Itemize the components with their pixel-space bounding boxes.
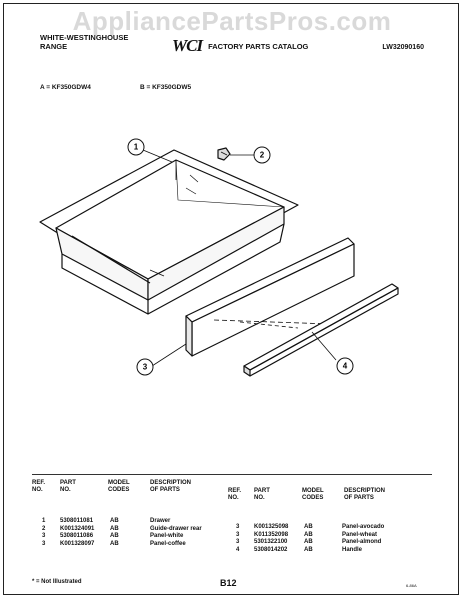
parts-table-right bbox=[228, 488, 448, 568]
part-cell: K001325098 bbox=[254, 524, 289, 530]
codes-cell: AB bbox=[304, 532, 313, 538]
description-header: DESCRIPTION OF PARTS bbox=[344, 488, 386, 501]
codes-cell: AB bbox=[110, 541, 119, 547]
catalog-title: FACTORY PARTS CATALOG bbox=[208, 41, 309, 51]
codes-cell: AB bbox=[110, 518, 119, 524]
callout-2-label: 2 bbox=[259, 150, 265, 160]
part-cell: 5308011081 bbox=[60, 518, 94, 524]
catalog-number: LW32090160 bbox=[382, 44, 424, 51]
part-no-header: PART NO. bbox=[60, 480, 76, 493]
ref-cell: 3 bbox=[236, 532, 240, 538]
model-a: A = KF350GDW4 bbox=[40, 84, 91, 91]
codes-cell: AB bbox=[304, 524, 313, 530]
codes-cell: AB bbox=[304, 539, 313, 545]
page-number: B12 bbox=[220, 578, 237, 588]
wci-logo: WCI bbox=[172, 36, 203, 55]
callout-4-label: 4 bbox=[342, 361, 348, 371]
table-top-rule bbox=[32, 474, 432, 475]
part-cell: 5308011086 bbox=[60, 533, 94, 539]
ref-cell: 2 bbox=[42, 526, 46, 532]
print-code: 6-86A bbox=[406, 583, 417, 588]
ref-no-header: REF. NO. bbox=[32, 480, 46, 493]
ref-cell: 3 bbox=[42, 541, 46, 547]
drawer-guide-illustration bbox=[218, 148, 230, 160]
codes-cell: AB bbox=[110, 533, 119, 539]
codes-cell: AB bbox=[304, 547, 313, 553]
desc-cell: Drawer bbox=[150, 518, 171, 524]
part-cell: K001328097 bbox=[60, 541, 95, 547]
part-cell: K011352098 bbox=[254, 532, 289, 538]
model-codes-header: MODEL CODES bbox=[302, 488, 324, 501]
ref-cell: 3 bbox=[42, 533, 46, 539]
ref-cell: 1 bbox=[42, 518, 46, 524]
part-cell: K001324091 bbox=[60, 526, 95, 532]
ref-cell: 3 bbox=[236, 539, 240, 545]
product-type: RANGE bbox=[40, 42, 68, 51]
desc-cell: Panel-wheat bbox=[342, 532, 378, 538]
ref-cell: 3 bbox=[236, 524, 240, 530]
desc-cell: Panel-avocado bbox=[342, 524, 385, 530]
part-no-header: PART NO. bbox=[254, 488, 270, 501]
parts-table-left bbox=[32, 480, 232, 560]
ref-no-header: REF. NO. bbox=[228, 488, 242, 501]
watermark: AppliancePartsPros.com bbox=[72, 6, 392, 36]
ref-cell: 4 bbox=[236, 547, 240, 553]
desc-cell: Guide-drawer rear bbox=[150, 526, 202, 532]
description-header: DESCRIPTION OF PARTS bbox=[150, 480, 192, 493]
model-codes-header: MODEL CODES bbox=[108, 480, 130, 493]
desc-cell: Panel-almond bbox=[342, 539, 382, 545]
desc-cell: Panel-coffee bbox=[150, 541, 186, 547]
desc-cell: Panel-white bbox=[150, 533, 184, 539]
codes-cell: AB bbox=[110, 526, 119, 532]
desc-cell: Handle bbox=[342, 547, 363, 553]
callout-1-label: 1 bbox=[133, 142, 139, 152]
model-b: B = KF350GDW5 bbox=[140, 84, 192, 91]
not-illustrated-note: * = Not Illustrated bbox=[32, 579, 82, 585]
brand-name: WHITE-WESTINGHOUSE bbox=[40, 33, 129, 42]
part-cell: 5308014202 bbox=[254, 547, 288, 553]
part-cell: 5301322100 bbox=[254, 539, 288, 545]
callout-3-label: 3 bbox=[142, 362, 148, 372]
